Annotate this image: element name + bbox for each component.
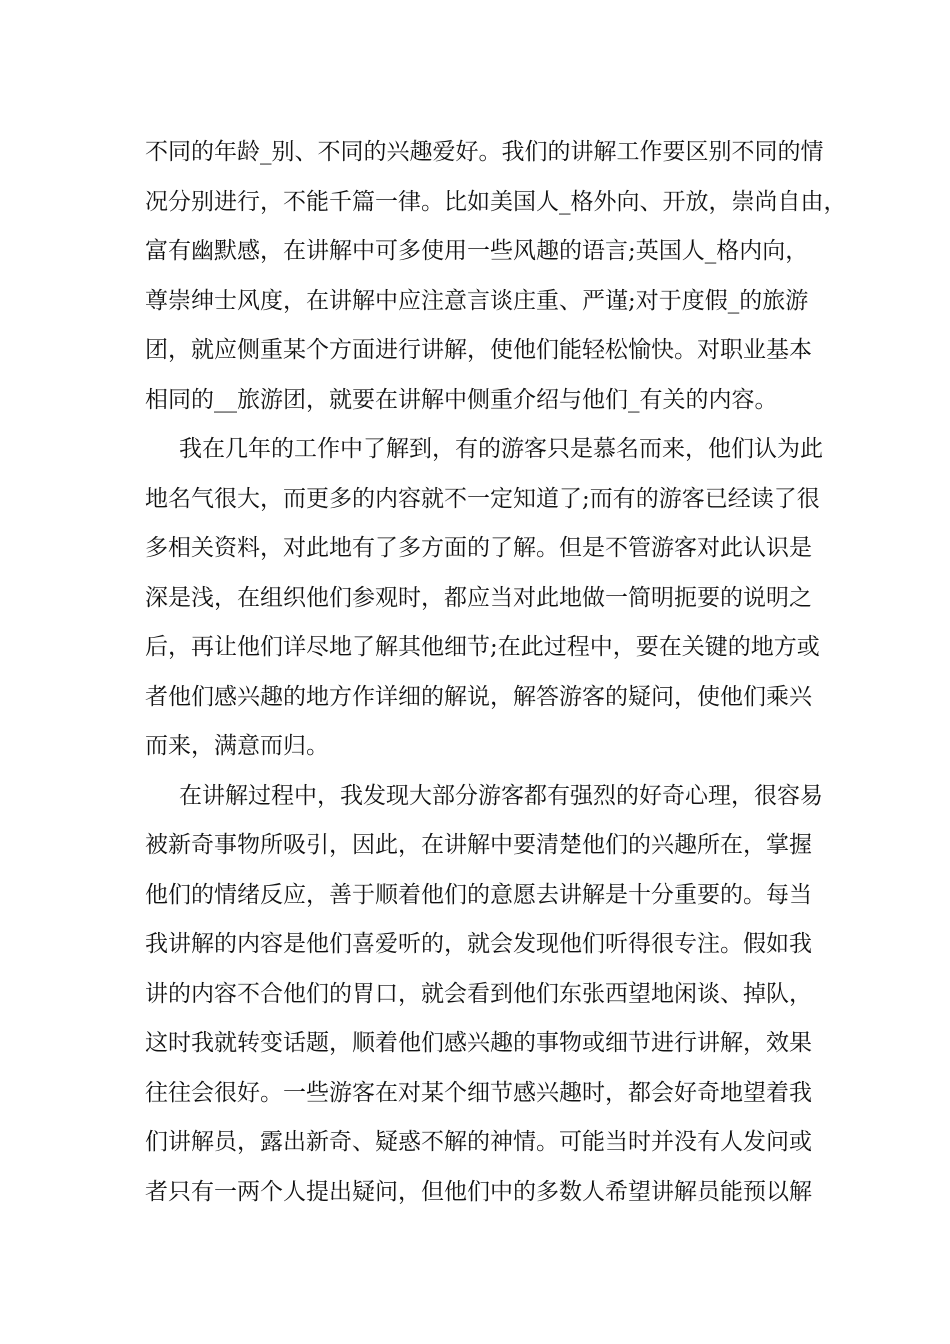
paragraph-3-line-1: 在讲解过程中，我发现大部分游客都有强烈的好奇心理，很容易 xyxy=(179,782,823,809)
paragraph-2-line-2: 地名气很大，而更多的内容就不一定知道了;而有的游客已经读了很 xyxy=(145,485,820,512)
paragraph-1-line-1: 不同的年龄_别、不同的兴趣爱好。我们的讲解工作要区别不同的情 xyxy=(145,139,824,165)
paragraph-2-line-4: 深是浅，在组织他们参观时，都应当对此地做一简明扼要的说明之 xyxy=(145,584,812,611)
paragraph-1-line-5: 团，就应侧重某个方面进行讲解，使他们能轻松愉快。对职业基本 xyxy=(145,337,812,363)
document-body xyxy=(145,128,847,1217)
paragraph-3-line-8: 们讲解员，露出新奇、疑惑不解的神情。可能当时并没有人发问或 xyxy=(145,1129,812,1155)
paragraph-2-line-3: 多相关资料，对此地有了多方面的了解。但是不管游客对此认识是 xyxy=(145,535,812,561)
paragraph-3-line-3: 他们的情绪反应，善于顺着他们的意愿去讲解是十分重要的。每当 xyxy=(145,881,812,908)
paragraph-2-line-5: 后，再让他们详尽地了解其他细节;在此过程中，要在关键的地方或 xyxy=(145,634,820,660)
paragraph-3-line-7: 往往会很好。一些游客在对某个细节感兴趣时，都会好奇地望着我 xyxy=(145,1079,812,1106)
paragraph-2-line-6: 者他们感兴趣的地方作详细的解说，解答游客的疑问，使他们乘兴 xyxy=(145,683,812,710)
paragraph-3-line-4: 我讲解的内容是他们喜爱听的，就会发现他们听得很专注。假如我 xyxy=(145,931,812,957)
paragraph-1-line-6: 相同的__旅游团，就要在讲解中侧重介绍与他们_有关的内容。 xyxy=(145,386,778,413)
paragraph-3-line-5: 讲的内容不合他们的胃口，就会看到他们东张西望地闲谈、掉队， xyxy=(145,980,812,1007)
paragraph-2-line-1: 我在几年的工作中了解到，有的游客只是慕名而来，他们认为此 xyxy=(179,436,823,462)
paragraph-2-line-7: 而来，满意而归。 xyxy=(145,733,329,759)
paragraph-1-line-3: 富有幽默感，在讲解中可多使用一些风趣的语言;英国人_格内向， xyxy=(145,238,809,264)
paragraph-3-line-2: 被新奇事物所吸引，因此，在讲解中要清楚他们的兴趣所在，掌握 xyxy=(145,832,812,858)
paragraph-1-line-2: 况分别进行，不能千篇一律。比如美国人_格外向、开放，崇尚自由， xyxy=(145,188,847,215)
paragraph-3-line-6: 这时我就转变话题，顺着他们感兴趣的事物或细节进行讲解，效果 xyxy=(145,1030,812,1056)
paragraph-3-line-9: 者只有一两个人提出疑问，但他们中的多数人希望讲解员能预以解 xyxy=(145,1178,812,1205)
paragraph-1-line-4: 尊崇绅士风度，在讲解中应注意言谈庄重、严谨;对于度假_的旅游 xyxy=(145,287,809,314)
